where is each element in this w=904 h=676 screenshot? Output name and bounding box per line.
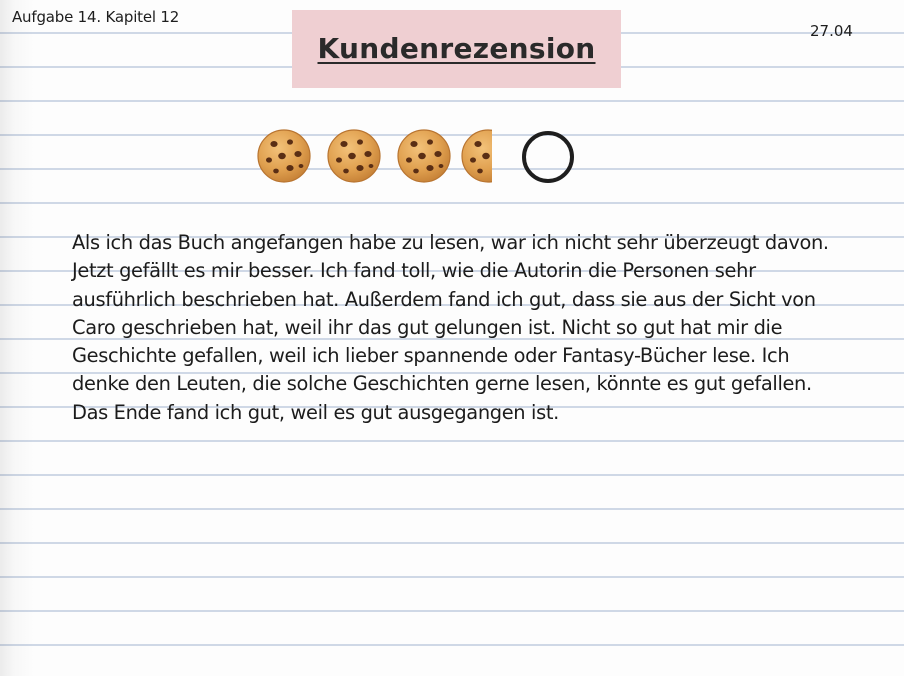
cookie-icon <box>328 130 380 182</box>
cookie-rating <box>256 128 586 186</box>
cookie-icon <box>258 130 310 182</box>
review-text: Als ich das Buch angefangen habe zu lesen, war ich nicht sehr überzeugt davon. Jetzt gefällt es mir besser. Ich fand toll, wie die Autorin die Personen sehr ausführlich beschrieben hat. Außerdem fand ich gut, dass sie aus der Sicht von Caro geschrieben hat, weil ihr das gut gelungen ist. Nicht so gut hat mir die Geschichte gefallen, weil ich lieber spannende oder Fantasy-Bücher lese. Ich denke den Leuten, die solche Geschichten gerne lesen, könnte es gut gefallen. Das Ende fand ich gut, weil es gut ausgegangen ist. <box>72 231 829 424</box>
cookie-icon <box>398 130 450 182</box>
rating-svg <box>256 128 586 186</box>
circle-outline-icon <box>524 133 572 181</box>
page-title: Kundenrezension <box>317 31 596 65</box>
date-label: 27.04 <box>810 22 853 40</box>
half-cookie-icon <box>462 130 514 182</box>
title-box <box>292 10 621 88</box>
assignment-label: Aufgabe 14. Kapitel 12 <box>12 8 180 26</box>
